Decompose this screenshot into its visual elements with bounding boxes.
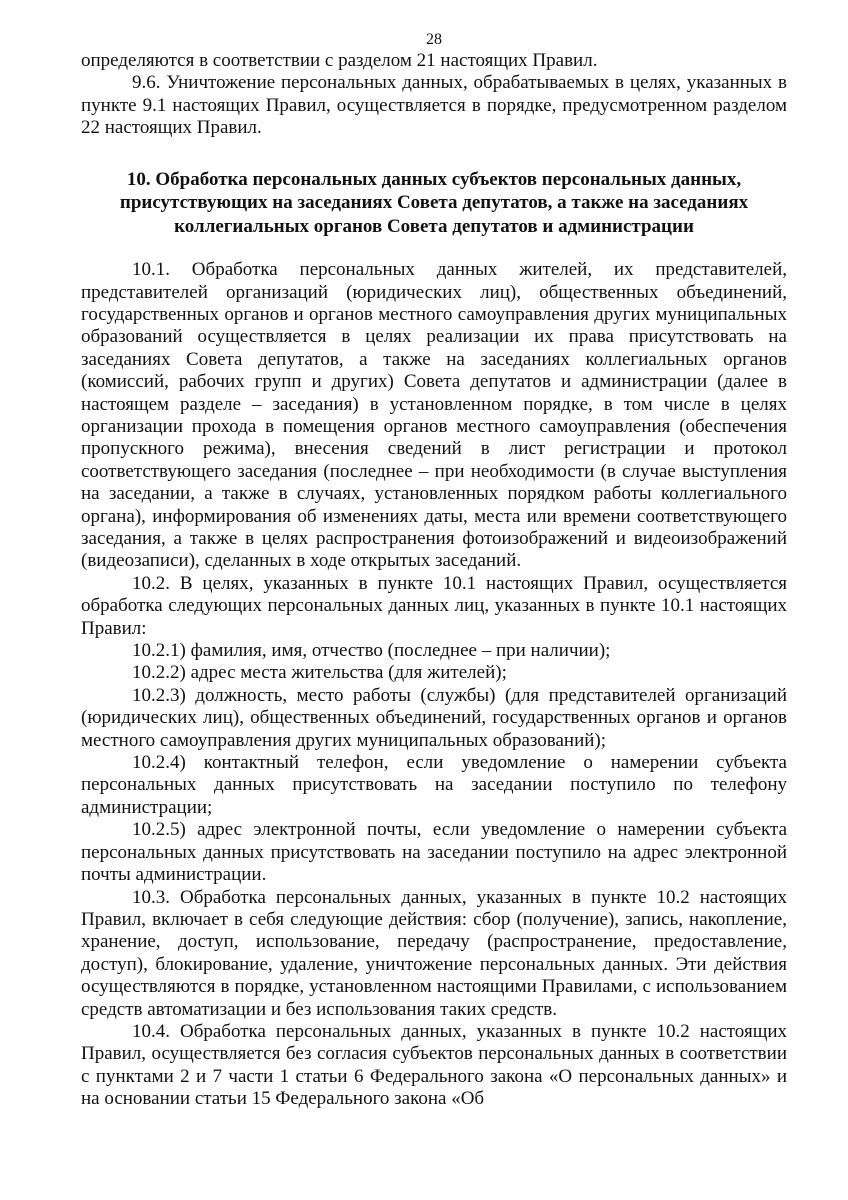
paragraph-continuation: определяются в соответствии с разделом 21 настоящих Правил. xyxy=(81,50,598,71)
paragraph-10-3: 10.3. Обработка персональных данных, указанных в пункте 10.2 настоящих Правил, включает в себя следующие действия: сбор (получение), запись, накопление, хранение, доступ, использование, передачу (распространение, предоставление, доступ), блокирование, удаление, уничтожение персональных данных. Эти действия осуществляются в порядке, установленном настоящими Правилами, с использованием средств автоматизации и без использования таких средств. xyxy=(81,886,787,1020)
list-item-10-2-2: 10.2.2) адрес места жительства (для жителей); xyxy=(132,662,507,684)
list-item-10-2-4: 10.2.4) контактный телефон, если уведомление о намерении субъекта персональных данных присутствовать на заседании поступило по телефону администрации; xyxy=(81,752,787,818)
document-page xyxy=(81,30,787,1111)
list-item-10-2-1: 10.2.1) фамилия, имя, отчество (последнее – при наличии); xyxy=(132,640,611,662)
list-item-10-2-5: 10.2.5) адрес электронной почты, если уведомление о намерении субъекта персональных данных присутствовать на заседании поступило на адрес электронной почты администрации. xyxy=(81,819,787,886)
section-heading-10: 10. Обработка персональных данных субъектов персональных данных, присутствующих на заседаниях Совета депутатов, а также на заседаниях коллегиальных органов Совета депутатов и администрации xyxy=(119,168,749,237)
paragraph-10-4: 10.4. Обработка персональных данных, указанных в пункте 10.2 настоящих Правил, осуществляется без согласия субъектов персональных данных в соответствии с пунктами 2 и 7 части 1 статьи 6 Федерального закона «О персональных данных» и на основании статьи 15 Федерального закона «Об xyxy=(81,1020,787,1110)
list-item-10-2-3: 10.2.3) должность, место работы (службы) (для представителей организаций (юридических лиц), общественных объединений, государственных органов и органов местного самоуправления других муниципальных образований); xyxy=(81,684,787,751)
paragraph-10-1: 10.1. Обработка персональных данных жителей, их представителей, представителей организаций (юридических лиц), общественных объединений, государственных органов и органов местного самоуправления других муниципальных образований осуществляется в целях реализации их права присутствовать на заседаниях Совета депутатов, а также на заседаниях коллегиальных органов (комиссий, рабочих групп и других) Совета депутатов и администрации (далее в настоящем разделе – заседания) в установленном порядке, в том числе в целях организации прохода в помещения органов местного самоуправления (обеспечения пропускного режима), внесения сведений в лист регистрации и протокол соответствующего заседания (последнее – при необходимости (в случае выступления на заседании, а также в случаях, установленных порядком работы коллегиального органа), информирования об изменениях даты, места или времени соответствующего заседания, а также в целях распространения фотоизображений и видеоизображений (видеозаписи), сделанных в ходе открытых заседаний. xyxy=(81,259,787,572)
page-number: 28 xyxy=(426,31,442,48)
paragraph-9-6: 9.6. Уничтожение персональных данных, обрабатываемых в целях, указанных в пункте 9.1 настоящих Правил, осуществляется в порядке, предусмотренном разделом 22 настоящих Правил. xyxy=(81,72,787,139)
paragraph-10-2: 10.2. В целях, указанных в пункте 10.1 настоящих Правил, осуществляется обработка следующих персональных данных лиц, указанных в пункте 10.1 настоящих Правил: xyxy=(81,572,787,639)
